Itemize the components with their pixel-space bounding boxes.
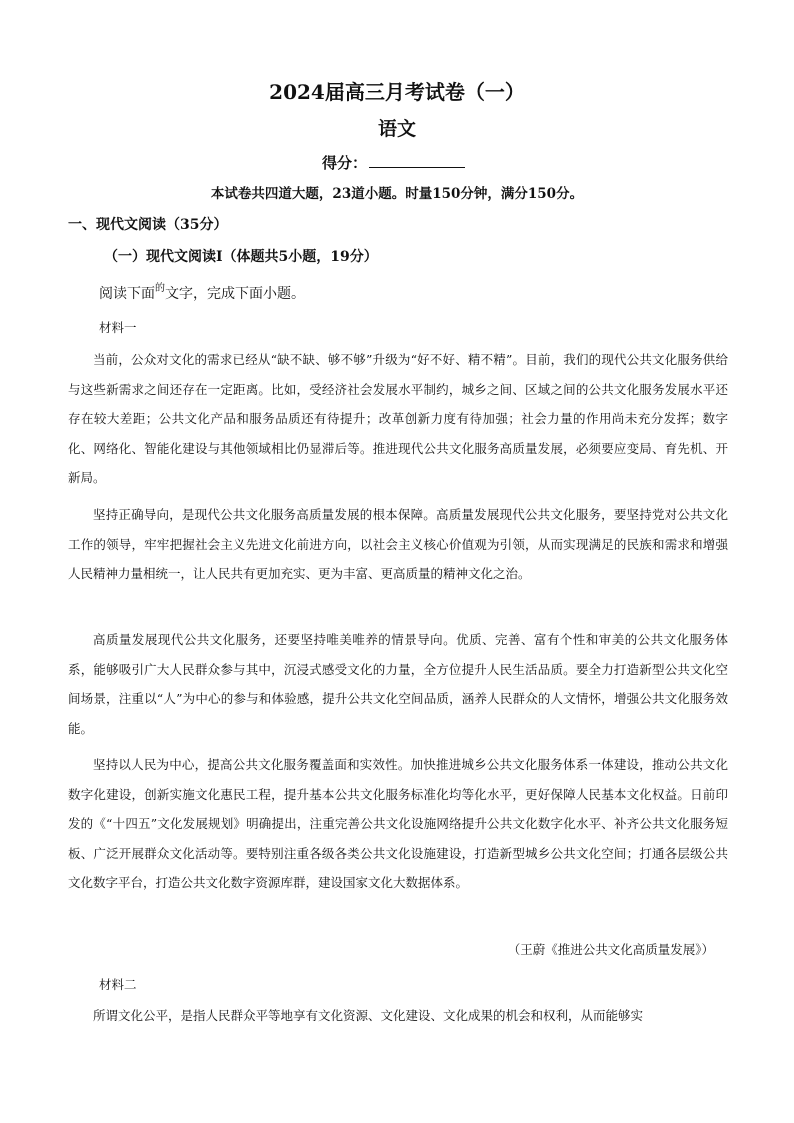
reading-instruction xyxy=(99,283,305,303)
score-line xyxy=(322,152,465,173)
paragraph: 当前，公众对文化的需求已经从“缺不缺、够不够”升级为“好不好、精不精”。目前，我们的现代公共文化服务供给与这些新需求之间还存在一定距离。比如，受经济社会发展水平制约，城乡之间、区域之间的公共文化服务发展水平还存在较大差距；公共文化产品和服务品质还有待提升；改革创新力度有待加强；社会力量的作用尚未充分发挥；数字化、网络化、智能化建设与其他领域相比仍显滞后等。推进现代公共文化服务高质量发展，必须要应变局、育先机、开新局。 xyxy=(68,352,728,485)
read-suffix: 文字，完成下面小题。 xyxy=(165,286,305,302)
exam-instructions: 本试卷共四道大题，23道小题。时量150分钟，满分150分。 xyxy=(210,186,584,202)
read-sup: 的 xyxy=(155,283,165,294)
subsection-heading: （一）现代文阅读Ⅰ（体题共5小题，19分） xyxy=(104,249,378,265)
paragraph: 高质量发展现代公共文化服务，还要坚持唯美唯养的情景导向。优质、完善、富有个性和审美的公共文化服务体系，能够吸引广大人民群众参与其中，沉浸式感受文化的力量，全方位提升人民生活品质。要全力打造新型公共文化空间场景，注重以“人”为中心的参与和体验感，提升公共文化空间品质，涵养人民群众的人文情怀，增强公共文化服务效能。 xyxy=(68,632,728,736)
material-label: 材料二 xyxy=(99,977,137,992)
exam-title: 2024届高三月考试卷（一） xyxy=(269,80,525,104)
section-heading: 一、现代文阅读（35分） xyxy=(68,217,228,233)
paragraph: 坚持正确导向，是现代公共文化服务高质量发展的根本保障。高质量发展现代公共文化服务，要坚持党对公共文化工作的领导，牢牢把握社会主义先进文化前进方向，以社会主义核心价值观为引领，从而实现满足的民族和需求和增强人民精神力量相统一，让人民共有更加充实、更为丰富、更高质量的精神文化之治。 xyxy=(68,507,728,581)
source-citation: （王蔚《推进公共文化高质量发展》） xyxy=(507,942,714,957)
material-label: 材料一 xyxy=(99,320,137,335)
paragraph: 坚持以人民为中心，提高公共文化服务覆盖面和实效性。加快推进城乡公共文化服务体系一体建设，推动公共文化数字化建设，创新实施文化惠民工程，提升基本公共文化服务标准化均等化水平，更好保障人民基本文化权益。日前印发的《“十四五”文化发展规划》明确提出，注重完善公共文化设施网络提升公共文化数字化水平、补齐公共文化服务短板、广泛开展群众文化活动等。要特别注重各级各类公共文化设施建设，打造新型城乡公共文化空间；打通各层级公共文化数字平台，打造公共文化数字资源库群，建设国家文化大数据体系。 xyxy=(68,757,728,890)
paragraph: 所谓文化公平，是指人民群众平等地享有文化资源、文化建设、文化成果的机会和权利，从而能够实 xyxy=(93,1008,644,1023)
score-label: 得分： xyxy=(322,154,368,172)
read-prefix: 阅读下面 xyxy=(99,286,155,302)
score-blank xyxy=(369,153,465,168)
subject-title: 语文 xyxy=(377,118,416,140)
